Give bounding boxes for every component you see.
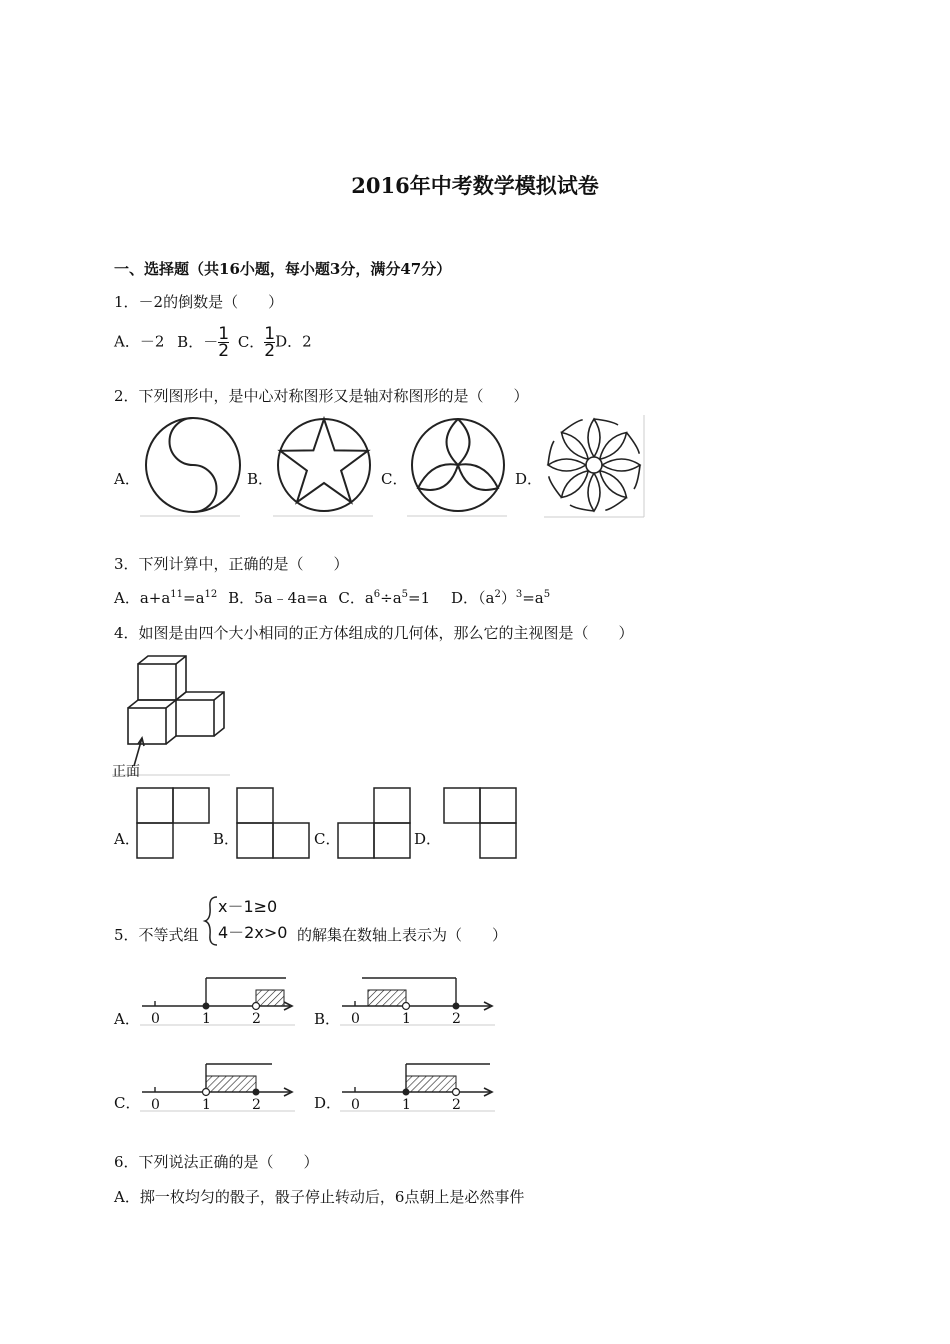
q5-numberline-b bbox=[340, 970, 500, 1028]
q4-label-c: C． bbox=[314, 830, 341, 848]
q5-b-tick-0: 0 bbox=[351, 1011, 360, 1027]
q2-figure-c-petals bbox=[407, 415, 511, 519]
q2-figure-b-star bbox=[273, 415, 377, 519]
q5-a-tick-0: 0 bbox=[151, 1011, 160, 1027]
q1-fraction-b: $\frac{1}{2}$ bbox=[218, 324, 230, 361]
q4-view-c bbox=[337, 787, 411, 859]
q5-c-tick-0: 0 bbox=[151, 1097, 160, 1113]
q3-option-c: C．$a^6\div a^5=1$ bbox=[338, 589, 431, 607]
q2-label-a: A． bbox=[114, 470, 140, 488]
q4-label-d: D． bbox=[414, 830, 442, 848]
q4-label-a: A． bbox=[114, 830, 140, 848]
q2-figure-d-flower bbox=[542, 413, 646, 519]
q1-option-a: A．－2 bbox=[114, 332, 165, 351]
q5-label-b: B． bbox=[314, 1010, 341, 1028]
q5-numberline-d bbox=[340, 1056, 500, 1114]
q5-inequality-2: 4－2x>0 bbox=[218, 923, 288, 942]
q3-option-d: D．$(a^2)^3=a^5$ bbox=[450, 589, 551, 607]
q5-stem-pre: 5．不等式组 bbox=[114, 926, 199, 944]
q5-numberline-a bbox=[140, 970, 300, 1028]
q5-d-tick-1: 1 bbox=[402, 1097, 411, 1113]
q5-a-tick-2: 2 bbox=[252, 1011, 261, 1027]
q1-options bbox=[114, 326, 312, 359]
q1-option-c: C． bbox=[237, 332, 265, 351]
q3-options bbox=[114, 587, 550, 608]
q3-stem: 3．下列计算中，正确的是（ ） bbox=[114, 555, 349, 573]
q5-inequality-1: x－1≥0 bbox=[218, 897, 278, 916]
q5-a-tick-1: 1 bbox=[202, 1011, 211, 1027]
q1-option-b: B．－ bbox=[177, 332, 219, 351]
q6-stem: 6．下列说法正确的是（ ） bbox=[114, 1153, 319, 1171]
q1-option-d: D．2 bbox=[275, 332, 312, 351]
q4-view-d bbox=[443, 787, 517, 859]
q5-b-tick-2: 2 bbox=[452, 1011, 461, 1027]
q3-option-b: B．5a﹣4a=a bbox=[228, 589, 328, 607]
q2-label-b: B． bbox=[247, 470, 274, 488]
q5-c-tick-1: 1 bbox=[202, 1097, 211, 1113]
q4-cube-solid bbox=[112, 652, 232, 777]
q6-option-a: A．掷一枚均匀的骰子，骰子停止转动后，6点朝上是必然事件 bbox=[114, 1188, 525, 1206]
q5-numberline-c bbox=[140, 1056, 300, 1114]
q5-c-tick-2: 2 bbox=[252, 1097, 261, 1113]
section-heading: 一、选择题（共16小题，每小题3分，满分47分） bbox=[114, 260, 452, 278]
q4-view-a bbox=[136, 787, 210, 859]
q2-figure-a-yinyang bbox=[140, 415, 244, 519]
q5-d-tick-2: 2 bbox=[452, 1097, 461, 1113]
q2-label-d: D． bbox=[515, 470, 543, 488]
q4-stem: 4．如图是由四个大小相同的正方体组成的几何体，那么它的主视图是（ ） bbox=[114, 624, 634, 642]
q4-label-b: B． bbox=[213, 830, 240, 848]
q4-view-b bbox=[236, 787, 310, 859]
q5-stem-post: 的解集在数轴上表示为（ ） bbox=[297, 926, 508, 944]
q1-fraction-c: $\frac{1}{2}$ bbox=[264, 324, 276, 361]
q5-d-tick-0: 0 bbox=[351, 1097, 360, 1113]
page-title: 2016年中考数学模拟试卷 bbox=[351, 173, 599, 198]
q5-label-a: A． bbox=[114, 1010, 140, 1028]
q1-stem: 1．－2的倒数是（ ） bbox=[114, 293, 284, 311]
q3-option-a: A．$a+a^{11}=a^{12}$ bbox=[114, 589, 218, 607]
q5-label-d: D． bbox=[314, 1094, 342, 1112]
q5-b-tick-1: 1 bbox=[402, 1011, 411, 1027]
q2-stem: 2．下列图形中，是中心对称图形又是轴对称图形的是（ ） bbox=[114, 387, 529, 405]
q2-label-c: C． bbox=[381, 470, 408, 488]
q5-label-c: C． bbox=[114, 1094, 141, 1112]
q4-front-label: 正面 bbox=[112, 764, 140, 780]
